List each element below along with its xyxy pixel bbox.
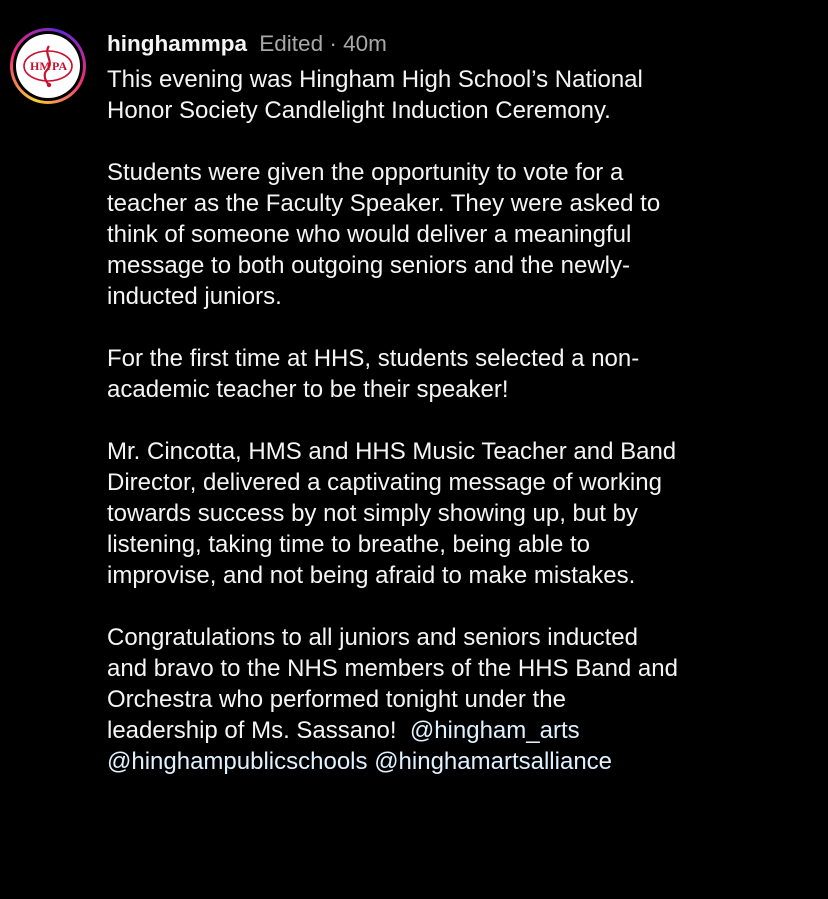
edited-label: Edited — [259, 31, 324, 56]
caption-line: For the first time at HHS, students selected a non- — [107, 345, 640, 372]
post-meta — [259, 31, 387, 56]
avatar-gap — [13, 31, 83, 101]
mention-hingham-arts[interactable]: @hingham_arts — [409, 717, 580, 744]
caption-line: improvise, and not being afraid to make mistakes. — [107, 562, 636, 589]
caption-line — [107, 746, 807, 777]
caption-line: Congratulations to all juniors and seniors inducted — [107, 624, 638, 651]
caption-line: academic teacher to be their speaker! — [107, 376, 509, 403]
caption-line: and bravo to the NHS members of the HHS Band and — [107, 655, 678, 682]
caption-line: Mr. Cincotta, HMS and HHS Music Teacher and Band — [107, 438, 677, 465]
caption-paragraph-1 — [107, 64, 807, 126]
caption-paragraph-3 — [107, 343, 807, 405]
caption-line: message to both outgoing seniors and the newly- — [107, 252, 630, 279]
caption — [107, 64, 807, 777]
caption-line: Orchestra who performed tonight under the — [107, 686, 566, 713]
caption-paragraph-4 — [107, 436, 807, 591]
caption-line: This evening was Hingham High School’s National — [107, 66, 643, 93]
meta-separator: · — [329, 31, 337, 56]
caption-line: Students were given the opportunity to vote for a — [107, 159, 624, 186]
caption-line: Honor Society Candlelight Induction Ceremony. — [107, 97, 611, 124]
svg-text:PA: PA — [52, 59, 68, 73]
post-content — [107, 28, 807, 808]
hmspa-logo-icon — [16, 34, 80, 98]
caption-line: inducted juniors. — [107, 283, 282, 310]
caption-line: teacher as the Faculty Speaker. They were asked to — [107, 190, 661, 217]
avatar-image — [16, 34, 80, 98]
avatar[interactable] — [10, 28, 86, 104]
mention-hinghampublicschools[interactable]: @hinghampublicschools — [107, 748, 368, 775]
timestamp: 40m — [343, 31, 387, 56]
caption-text: leadership of Ms. Sassano! — [107, 717, 410, 744]
post-header — [107, 28, 807, 60]
caption-line: listening, taking time to breathe, being able to — [107, 531, 590, 558]
caption-line: Director, delivered a captivating message of working — [107, 469, 662, 496]
caption-line — [107, 715, 807, 746]
svg-text:HM: HM — [30, 59, 51, 73]
caption-paragraph-2 — [107, 157, 807, 312]
caption-line: towards success by not simply showing up, but by — [107, 500, 638, 527]
caption-line: think of someone who would deliver a meaningful — [107, 221, 632, 248]
username-link[interactable]: hinghammpa — [107, 31, 248, 56]
mention-hinghamartsalliance[interactable]: @hinghamartsalliance — [374, 748, 613, 775]
caption-paragraph-5 — [107, 622, 807, 777]
